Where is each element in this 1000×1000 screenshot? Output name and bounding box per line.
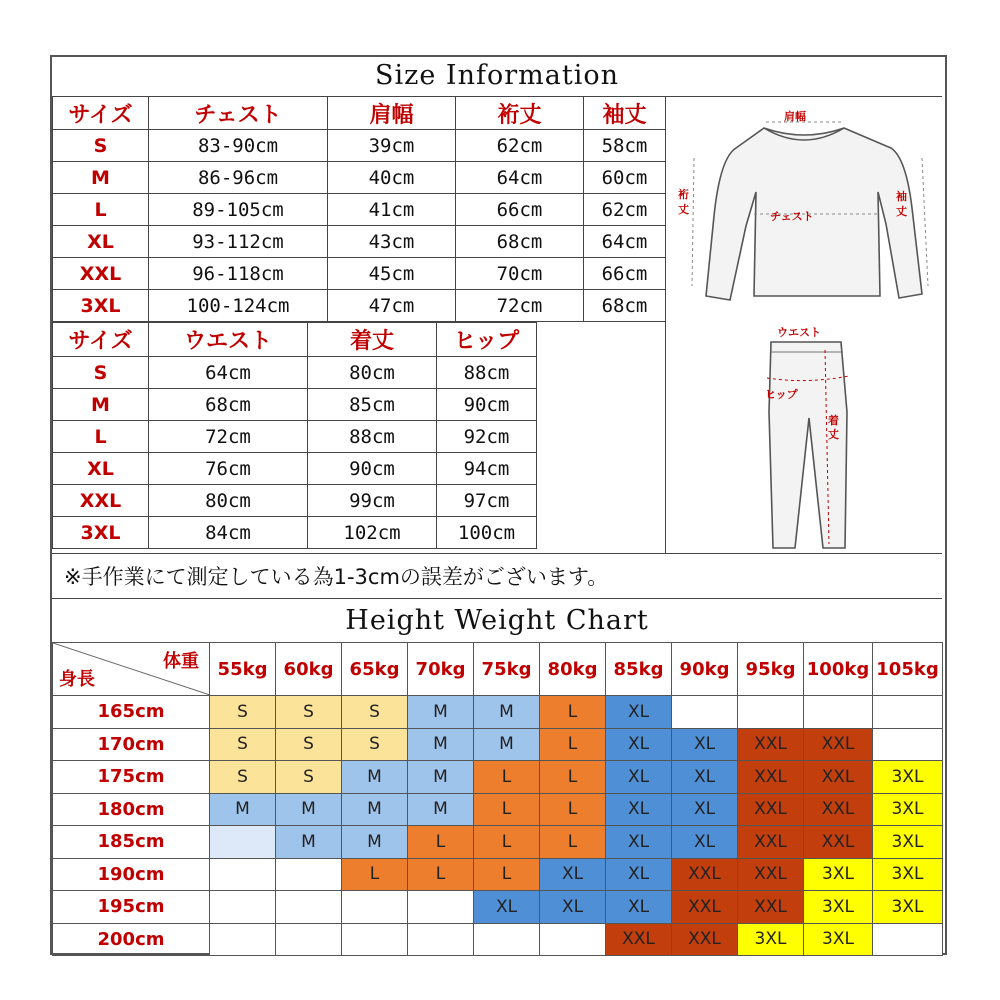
height-label: 180cm: [53, 793, 210, 826]
measurement-cell: 64cm: [584, 226, 666, 258]
size-cell: XL: [606, 728, 672, 761]
size-label: S: [53, 130, 149, 162]
shirt-sleeve-label-1: 袖: [896, 190, 907, 203]
size-cell: XXL: [738, 891, 804, 924]
measurement-cell: 86-96cm: [149, 162, 328, 194]
height-row: [53, 891, 943, 924]
size-cell: XL: [606, 793, 672, 826]
weight-label: 55kg: [210, 643, 276, 696]
measurement-cell: 100-124cm: [149, 290, 328, 322]
bottom-header-cell: 着丈: [308, 323, 437, 357]
size-cell: [540, 923, 606, 956]
size-label: M: [53, 162, 149, 194]
size-cell: M: [474, 696, 540, 729]
table-row: [53, 357, 537, 389]
size-cell: S: [276, 696, 342, 729]
height-label: 185cm: [53, 826, 210, 859]
measurement-note: ※手作業にて測定している為1-3cmの誤差がございます。: [52, 553, 942, 599]
measurement-cell: 72cm: [149, 421, 308, 453]
shirt-shoulder-label: 肩幅: [784, 110, 806, 123]
size-cell: 3XL: [873, 858, 943, 891]
size-cell: [210, 891, 276, 924]
size-cell: L: [474, 761, 540, 794]
size-cell: 3XL: [804, 891, 873, 924]
height-row: [53, 858, 943, 891]
measurement-cell: 80cm: [149, 485, 308, 517]
height-label: 170cm: [53, 728, 210, 761]
bottom-header-cell: ヒップ: [437, 323, 537, 357]
table-row: [53, 226, 666, 258]
size-info-title: Size Information: [52, 56, 942, 97]
size-label: XXL: [53, 485, 149, 517]
size-cell: [342, 923, 408, 956]
measurement-cell: 88cm: [437, 357, 537, 389]
bottom-header-cell: サイズ: [53, 323, 149, 357]
size-cell: XXL: [738, 858, 804, 891]
size-cell: XL: [672, 826, 738, 859]
size-label: XXL: [53, 258, 149, 290]
size-cell: L: [540, 826, 606, 859]
table-row: [53, 194, 666, 226]
size-cell: S: [210, 761, 276, 794]
measurement-cell: 68cm: [456, 226, 584, 258]
size-cell: [210, 858, 276, 891]
size-cell: [276, 891, 342, 924]
measurement-cell: 102cm: [308, 517, 437, 549]
size-cell: M: [474, 728, 540, 761]
height-row: [53, 923, 943, 956]
measurement-cell: 90cm: [308, 453, 437, 485]
height-row: [53, 761, 943, 794]
weight-label: 100kg: [804, 643, 873, 696]
size-cell: L: [540, 761, 606, 794]
pants-outline-icon: [665, 322, 942, 553]
size-cell: L: [474, 826, 540, 859]
measurement-cell: 94cm: [437, 453, 537, 485]
size-cell: M: [342, 826, 408, 859]
height-row: [53, 728, 943, 761]
height-label: 165cm: [53, 696, 210, 729]
measurement-cell: 88cm: [308, 421, 437, 453]
size-cell: XXL: [804, 793, 873, 826]
size-label: 3XL: [53, 517, 149, 549]
weight-label: 105kg: [873, 643, 943, 696]
size-cell: [210, 826, 276, 859]
hw-chart-title: Height Weight Chart: [345, 605, 649, 636]
size-cell: XXL: [804, 826, 873, 859]
size-cell: L: [408, 858, 474, 891]
size-cell: XXL: [738, 826, 804, 859]
bottom-header-cell: ウエスト: [149, 323, 308, 357]
size-cell: M: [276, 826, 342, 859]
measurement-cell: 58cm: [584, 130, 666, 162]
size-cell: M: [408, 728, 474, 761]
weight-label: 90kg: [672, 643, 738, 696]
size-cell: [474, 923, 540, 956]
shirt-chest-label: チェスト: [770, 210, 814, 223]
bottom-table-header-row: [53, 323, 537, 357]
shirt-sleeve-label-2: 丈: [896, 205, 907, 218]
measurement-cell: 93-112cm: [149, 226, 328, 258]
weight-label: 80kg: [540, 643, 606, 696]
measurement-cell: 66cm: [584, 258, 666, 290]
size-cell: 3XL: [804, 923, 873, 956]
height-row: [53, 696, 943, 729]
height-label: 190cm: [53, 858, 210, 891]
measurement-cell: 100cm: [437, 517, 537, 549]
size-cell: M: [408, 793, 474, 826]
size-cell: S: [342, 696, 408, 729]
size-cell: L: [408, 826, 474, 859]
measurement-cell: 83-90cm: [149, 130, 328, 162]
top-header-cell: 袖丈: [584, 97, 666, 130]
size-cell: XXL: [738, 728, 804, 761]
measurement-cell: 68cm: [584, 290, 666, 322]
top-size-table: [52, 96, 666, 322]
top-table-header-row: [53, 97, 666, 130]
height-label: 175cm: [53, 761, 210, 794]
size-cell: XL: [540, 858, 606, 891]
size-cell: XL: [540, 891, 606, 924]
size-cell: S: [276, 761, 342, 794]
size-cell: M: [276, 793, 342, 826]
size-cell: 3XL: [738, 923, 804, 956]
measurement-cell: 85cm: [308, 389, 437, 421]
shirt-yuki-label-2: 丈: [678, 203, 689, 216]
measurement-cell: 39cm: [328, 130, 456, 162]
size-cell: XXL: [606, 923, 672, 956]
corner-cell: [53, 643, 210, 696]
weight-label: 85kg: [606, 643, 672, 696]
table-row: [53, 389, 537, 421]
size-cell: XXL: [672, 891, 738, 924]
size-cell: [210, 923, 276, 956]
size-cell: L: [540, 696, 606, 729]
table-row: [53, 258, 666, 290]
measurement-cell: 45cm: [328, 258, 456, 290]
size-cell: 3XL: [873, 826, 943, 859]
table-row: [53, 421, 537, 453]
measurement-cell: 90cm: [437, 389, 537, 421]
size-label: 3XL: [53, 290, 149, 322]
measurement-cell: 40cm: [328, 162, 456, 194]
size-cell: [408, 923, 474, 956]
size-cell: 3XL: [873, 891, 943, 924]
size-cell: L: [540, 728, 606, 761]
measurement-cell: 70cm: [456, 258, 584, 290]
size-cell: XL: [606, 891, 672, 924]
size-cell: [873, 696, 943, 729]
measurement-cell: 89-105cm: [149, 194, 328, 226]
size-label: S: [53, 357, 149, 389]
size-cell: L: [474, 793, 540, 826]
pants-length-label-1: 着: [828, 414, 839, 427]
size-cell: XXL: [672, 858, 738, 891]
pants-diagram: [665, 322, 942, 553]
table-row: [53, 130, 666, 162]
size-cell: M: [342, 761, 408, 794]
size-cell: XL: [606, 696, 672, 729]
measurement-cell: 92cm: [437, 421, 537, 453]
measurement-cell: 62cm: [456, 130, 584, 162]
size-cell: L: [474, 858, 540, 891]
size-cell: XXL: [738, 761, 804, 794]
measurement-cell: 64cm: [456, 162, 584, 194]
pants-hip-label: ヒップ: [765, 388, 798, 401]
weight-label: 60kg: [276, 643, 342, 696]
weight-label: 75kg: [474, 643, 540, 696]
size-cell: XL: [606, 826, 672, 859]
top-header-cell: サイズ: [53, 97, 149, 130]
pants-waist-label: ウエスト: [777, 326, 821, 339]
size-cell: [873, 923, 943, 956]
size-cell: L: [540, 793, 606, 826]
measurement-cell: 64cm: [149, 357, 308, 389]
size-cell: S: [210, 728, 276, 761]
size-cell: XL: [672, 761, 738, 794]
bottom-right-divider: [536, 322, 666, 553]
corner-weight-label: 体重: [163, 651, 199, 672]
weight-label: 65kg: [342, 643, 408, 696]
top-header-cell: 肩幅: [328, 97, 456, 130]
measurement-cell: 72cm: [456, 290, 584, 322]
measurement-cell: 62cm: [584, 194, 666, 226]
size-cell: [408, 891, 474, 924]
size-label: L: [53, 194, 149, 226]
size-label: M: [53, 389, 149, 421]
weight-header-row: [53, 643, 943, 696]
size-cell: 3XL: [873, 761, 943, 794]
size-label: L: [53, 421, 149, 453]
measurement-cell: 80cm: [308, 357, 437, 389]
measurement-cell: 97cm: [437, 485, 537, 517]
height-label: 195cm: [53, 891, 210, 924]
measurement-cell: 84cm: [149, 517, 308, 549]
height-row: [53, 826, 943, 859]
size-cell: M: [408, 696, 474, 729]
size-cell: XL: [606, 761, 672, 794]
size-cell: XL: [606, 858, 672, 891]
height-label: 200cm: [53, 923, 210, 956]
measurement-cell: 99cm: [308, 485, 437, 517]
size-cell: XXL: [804, 728, 873, 761]
size-cell: XXL: [804, 761, 873, 794]
size-cell: M: [408, 761, 474, 794]
size-cell: S: [342, 728, 408, 761]
table-row: [53, 517, 537, 549]
height-row: [53, 793, 943, 826]
size-cell: L: [342, 858, 408, 891]
size-cell: [804, 696, 873, 729]
height-weight-table: [52, 642, 943, 956]
measurement-cell: 43cm: [328, 226, 456, 258]
top-header-cell: 裄丈: [456, 97, 584, 130]
measurement-cell: 47cm: [328, 290, 456, 322]
measurement-cell: 60cm: [584, 162, 666, 194]
size-cell: S: [210, 696, 276, 729]
size-cell: 3XL: [873, 793, 943, 826]
size-cell: [672, 696, 738, 729]
size-cell: XL: [672, 728, 738, 761]
weight-label: 95kg: [738, 643, 804, 696]
table-row: [53, 162, 666, 194]
table-row: [53, 485, 537, 517]
size-cell: XXL: [738, 793, 804, 826]
pants-length-label-2: 丈: [828, 428, 839, 441]
measurement-cell: 68cm: [149, 389, 308, 421]
shirt-yuki-label-1: 裄: [678, 188, 689, 201]
size-cell: XL: [474, 891, 540, 924]
size-cell: [873, 728, 943, 761]
size-cell: [276, 858, 342, 891]
size-cell: [276, 923, 342, 956]
size-cell: M: [342, 793, 408, 826]
table-row: [53, 290, 666, 322]
top-header-cell: チェスト: [149, 97, 328, 130]
size-cell: [342, 891, 408, 924]
size-cell: XXL: [672, 923, 738, 956]
size-cell: XL: [672, 793, 738, 826]
measurement-cell: 41cm: [328, 194, 456, 226]
table-row: [53, 453, 537, 485]
size-label: XL: [53, 226, 149, 258]
shirt-diagram: [665, 96, 943, 322]
measurement-cell: 66cm: [456, 194, 584, 226]
size-cell: 3XL: [804, 858, 873, 891]
size-cell: S: [276, 728, 342, 761]
bottom-size-table: [52, 322, 537, 549]
corner-height-label: 身長: [59, 669, 95, 690]
measurement-cell: 76cm: [149, 453, 308, 485]
measurement-cell: 96-118cm: [149, 258, 328, 290]
weight-label: 70kg: [408, 643, 474, 696]
size-label: XL: [53, 453, 149, 485]
size-cell: [738, 696, 804, 729]
size-cell: M: [210, 793, 276, 826]
